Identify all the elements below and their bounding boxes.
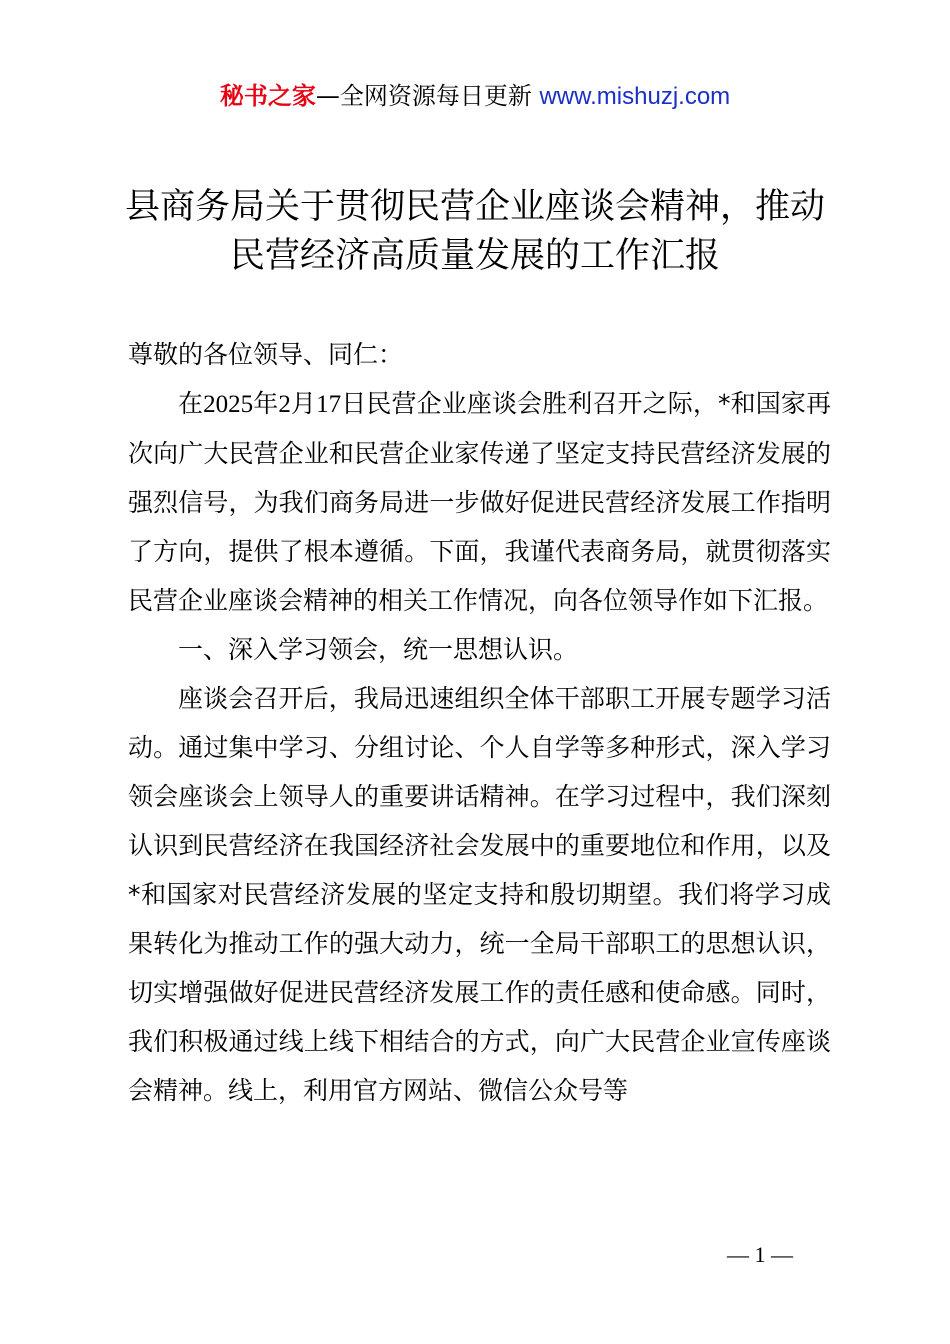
intro-text-c: 月 <box>290 389 317 418</box>
site-header <box>0 80 950 113</box>
salutation: 尊敬的各位领导、同仁： <box>128 340 404 369</box>
intro-text-a: 在 <box>178 389 204 418</box>
document-title <box>100 183 850 281</box>
intro-text-b: 年 <box>253 389 279 418</box>
section-heading-1: 一、深入学习领会，统一思想认识。 <box>178 635 579 664</box>
website-link[interactable]: www.mishuzj.com <box>539 83 731 110</box>
intro-paragraph <box>128 379 831 625</box>
page-number: — 1 — <box>727 1242 793 1267</box>
intro-month: 2 <box>278 391 291 418</box>
header-tagline: —全网资源每日更新 <box>315 82 532 110</box>
intro-text-d: 日民营企业座谈会胜利召开之际，*和国家再次向广大民营企业和民营企业家传递了坚定支持民营经济发展的强烈信号，为我们商务局进一步做好促进民营经济发展工作指明了方向，提供了根本遵循。下面，我谨代表商务局，就贯彻落实民营企业座谈会精神的相关工作情况，向各位领导作如下汇报。 <box>128 389 831 615</box>
brand-name: 秘书之家 <box>219 82 316 110</box>
document-body <box>128 330 831 1115</box>
intro-year: 2025 <box>203 391 254 418</box>
title-line-1: 县商务局关于贯彻民营企业座谈会精神，推动 <box>124 187 825 227</box>
intro-day: 17 <box>316 391 342 418</box>
section-1-paragraph: 座谈会召开后，我局迅速组织全体干部职工开展专题学习活动。通过集中学习、分组讨论、个人自学等多种形式，深入学习领会座谈会上领导人的重要讲话精神。在学习过程中，我们深刻认识到民营经济在我国经济社会发展中的重要地位和作用，以及*和国家对民营经济发展的坚定支持和殷切期望。我们将学习成果转化为推动工作的强大动力，统一全局干部职工的思想认识，切实增强做好促进民营经济发展工作的责任感和使命感。同时，我们积极通过线上线下相结合的方式，向广大民营企业宣传座谈会精神。线上，利用官方网站、微信公众号等 <box>128 684 831 1105</box>
title-line-2: 民营经济高质量发展的工作汇报 <box>229 236 720 276</box>
